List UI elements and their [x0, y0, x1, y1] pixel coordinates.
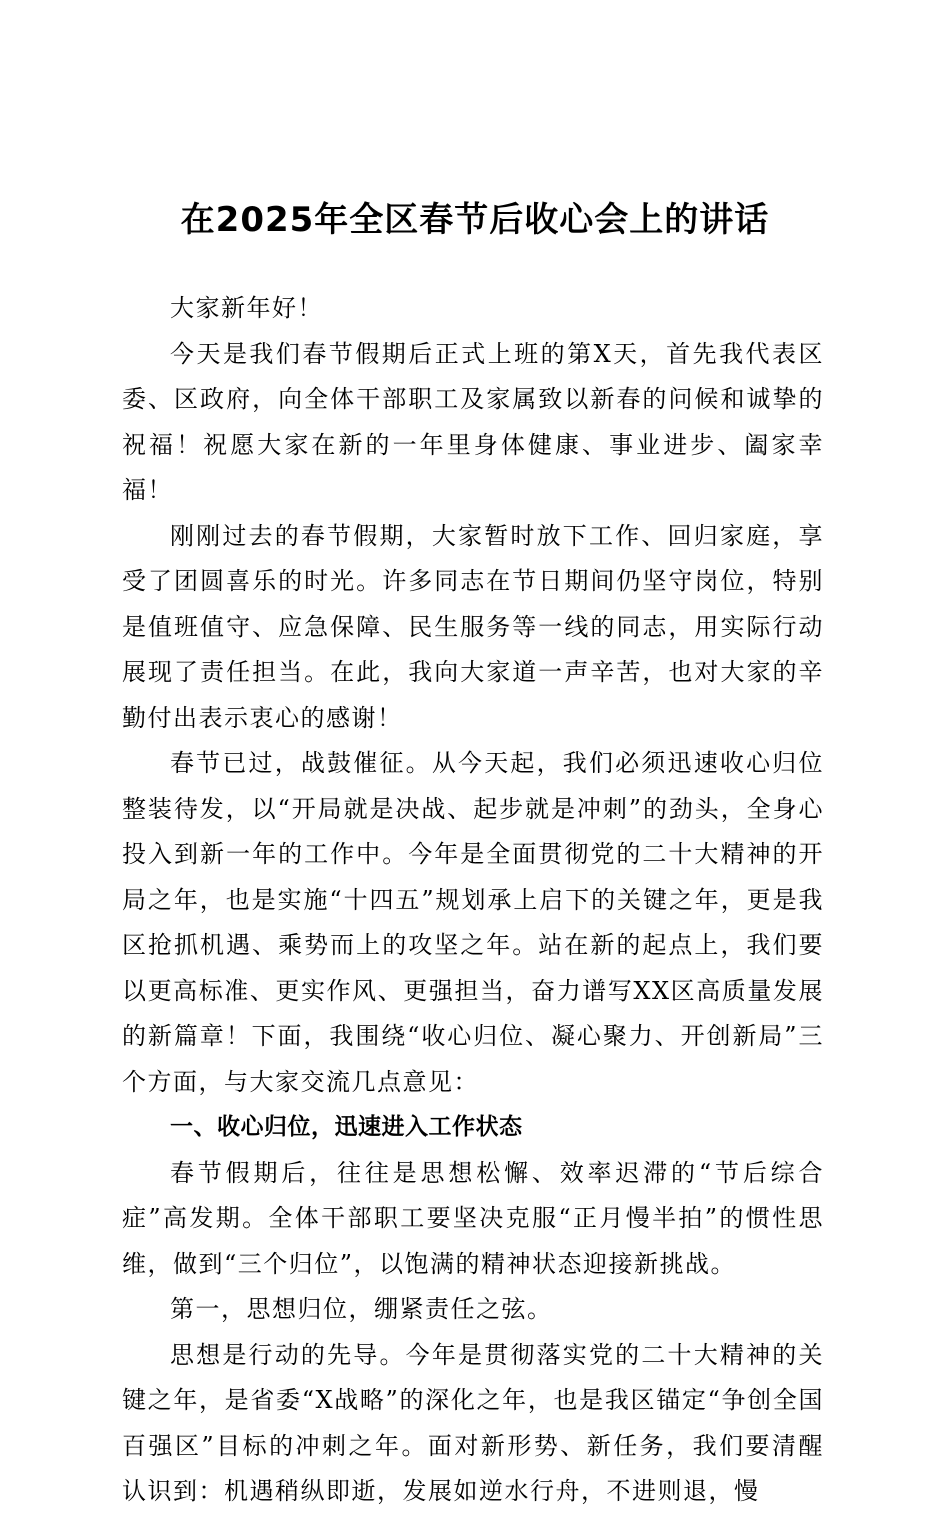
section-paragraph: 春节假期后，往往是思想松懈、效率迟滞的“节后综合症”高发期。全体干部职工要坚决克服“正月慢半拍”的惯性思维，做到“三个归位”，以饱满的精神状态迎接新挑战。 [122, 1158, 824, 1278]
paragraph-new-start: 春节已过，战鼓催征。从今天起，我们必须迅速收心归位整装待发，以“开局就是决战、起步就是冲刺”的劲头，全身心投入到新一年的工作中。今年是全面贯彻党的二十大精神的开局之年，也是实施“十四五”规划承上启下的关键之年，更是我区抢抓机遇、乘势而上的攻坚之年。站在新的起点上，我们要以更高标准、更实作风、更强担当，奋力谱写XX区高质量发展的新篇章！下面，我围绕“收心归位、凝心聚力、开创新局”三个方面，与大家交流几点意见： [122, 749, 824, 1096]
paragraph-opening: 今天是我们春节假期后正式上班的第X天，首先我代表区委、区政府，向全体干部职工及家属致以新春的问候和诚挚的祝福！祝愿大家在新的一年里身体健康、事业进步、阖家幸福！ [122, 339, 824, 504]
paragraph-thinking: 思想是行动的先导。今年是贯彻落实党的二十大精神的关键之年，是省委“X战略”的深化之年，也是我区锚定“争创全国百强区”目标的冲刺之年。面对新形势、新任务，我们要清醒认识到：机遇稍纵即逝，发展如逆水行舟，不进则退，慢 [122, 1340, 824, 1505]
paragraph-holiday-thanks: 刚刚过去的春节假期，大家暂时放下工作、回归家庭，享受了团圆喜乐的时光。许多同志在节日期间仍坚守岗位，特别是值班值守、应急保障、民生服务等一线的同志，用实际行动展现了责任担当。在此，我向大家道一声辛苦，也对大家的辛勤付出表示衷心的感谢！ [122, 521, 824, 732]
document-body [122, 286, 824, 1515]
section-heading: 一、收心归位，迅速进入工作状态 [170, 1114, 523, 1140]
document-title: 在2025年全区春节后收心会上的讲话 [180, 200, 770, 240]
greeting: 大家新年好！ [170, 294, 323, 322]
subheading-first: 第一，思想归位，绷紧责任之弦。 [170, 1295, 553, 1323]
